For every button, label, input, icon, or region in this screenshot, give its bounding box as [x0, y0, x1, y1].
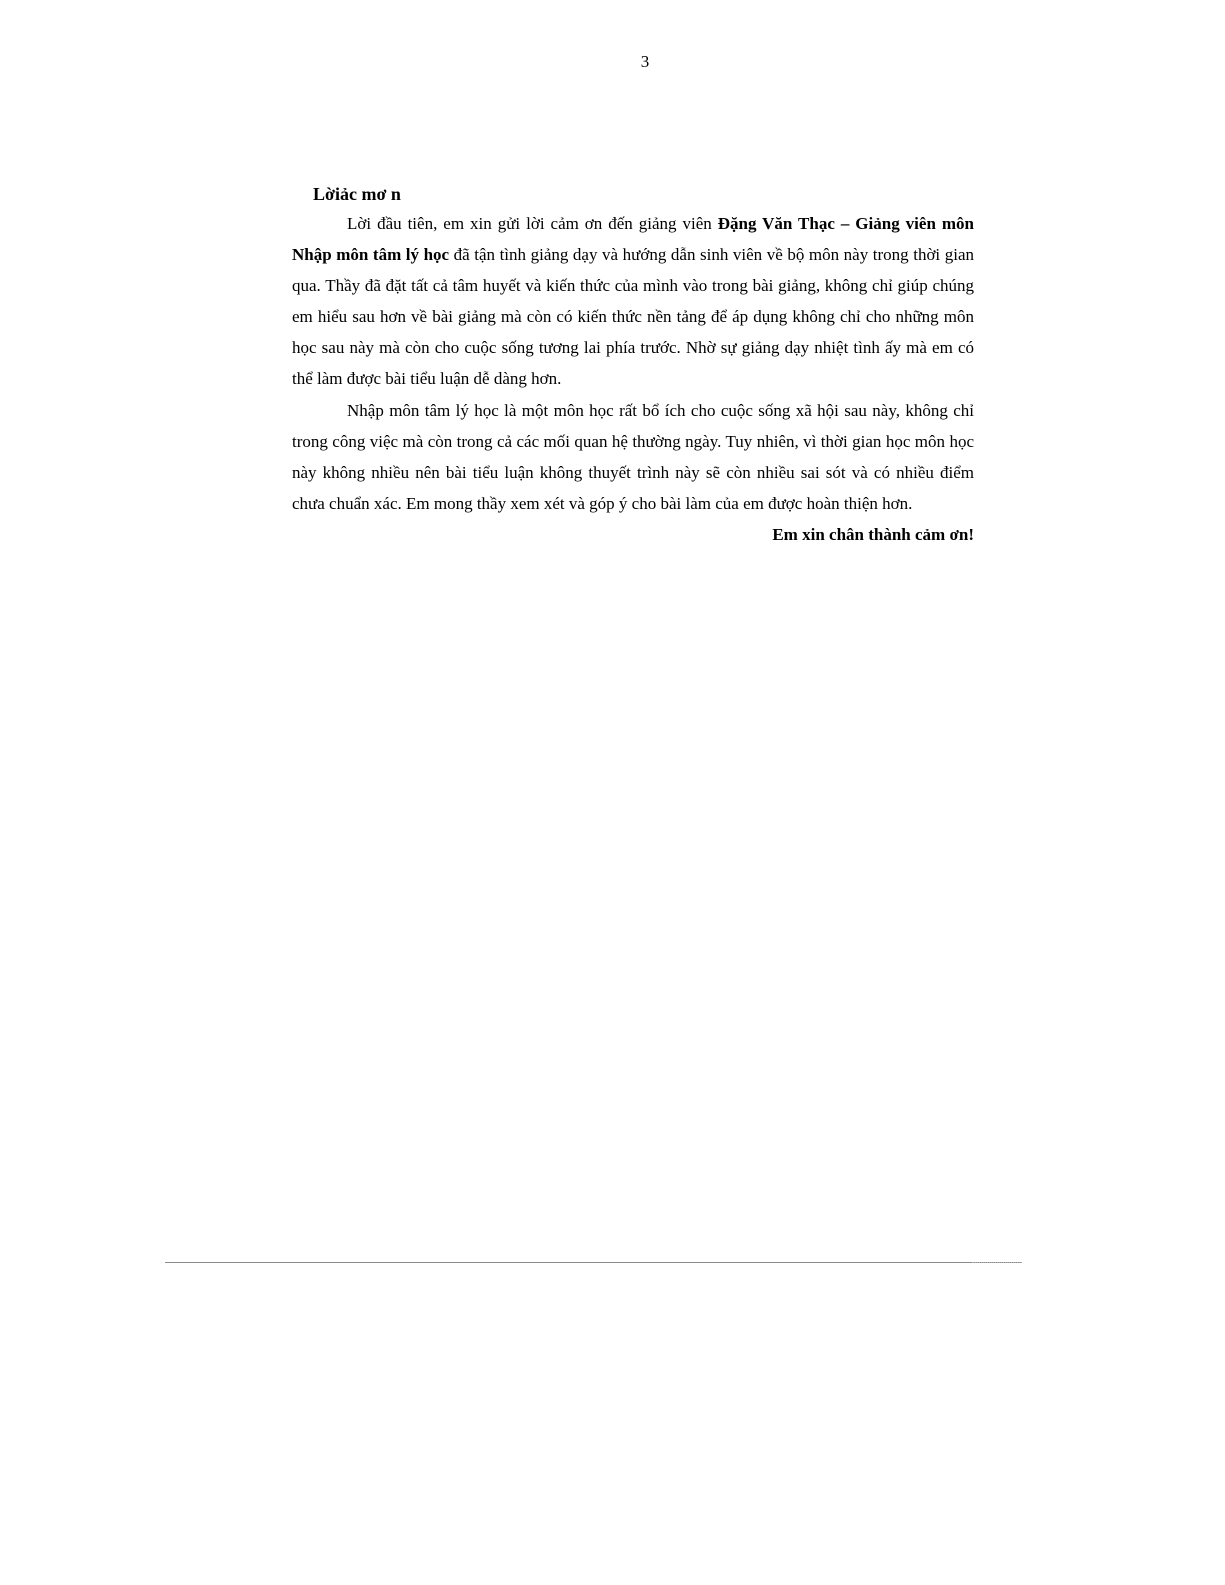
paragraph-intro-text: Lời đầu tiên, em xin gửi lời cảm ơn đến giảng viên	[347, 214, 718, 233]
paragraph-acknowledgement	[292, 208, 974, 395]
footer-divider	[165, 1262, 1021, 1263]
document-body	[292, 180, 974, 550]
section-heading: Lờiảc mơ n	[313, 184, 401, 204]
page-number: 3	[640, 52, 650, 71]
footer-divider-tail	[972, 1262, 1022, 1263]
lecturer-name: Đặng Văn Thạc – Giảng viên môn Nhập môn tâm lý học	[292, 214, 974, 265]
paragraph-rest-text: đã tận tình giảng dạy và hướng dẫn sinh viên về bộ môn này trong thời gian qua. Thầy đã đặt tất cả tâm huyết và kiến thức của mình vào trong bài giảng, không chỉ giúp chúng em hiểu sau hơn về bài giảng mà còn có kiến thức nền tảng để áp dụng không chỉ cho những môn học sau này mà còn cho cuộc sống tương lai phía trước. Nhờ sự giảng dạy nhiệt tình ấy mà em có thể làm được bài tiểu luận dễ dàng hơn.	[292, 245, 974, 389]
closing-thanks: Em xin chân thành cảm ơn!	[772, 524, 974, 544]
paragraph-course-note: Nhập môn tâm lý học là một môn học rất bổ ích cho cuộc sống xã hội sau này, không chỉ trong công việc mà còn trong cả các mối quan hệ thường ngày. Tuy nhiên, vì thời gian học môn học này không nhiều nên bài tiểu luận không thuyết trình này sẽ còn nhiều sai sót và có nhiều điểm chưa chuẩn xác. Em mong thầy xem xét và góp ý cho bài làm của em được hoàn thiện hơn.	[292, 400, 974, 513]
